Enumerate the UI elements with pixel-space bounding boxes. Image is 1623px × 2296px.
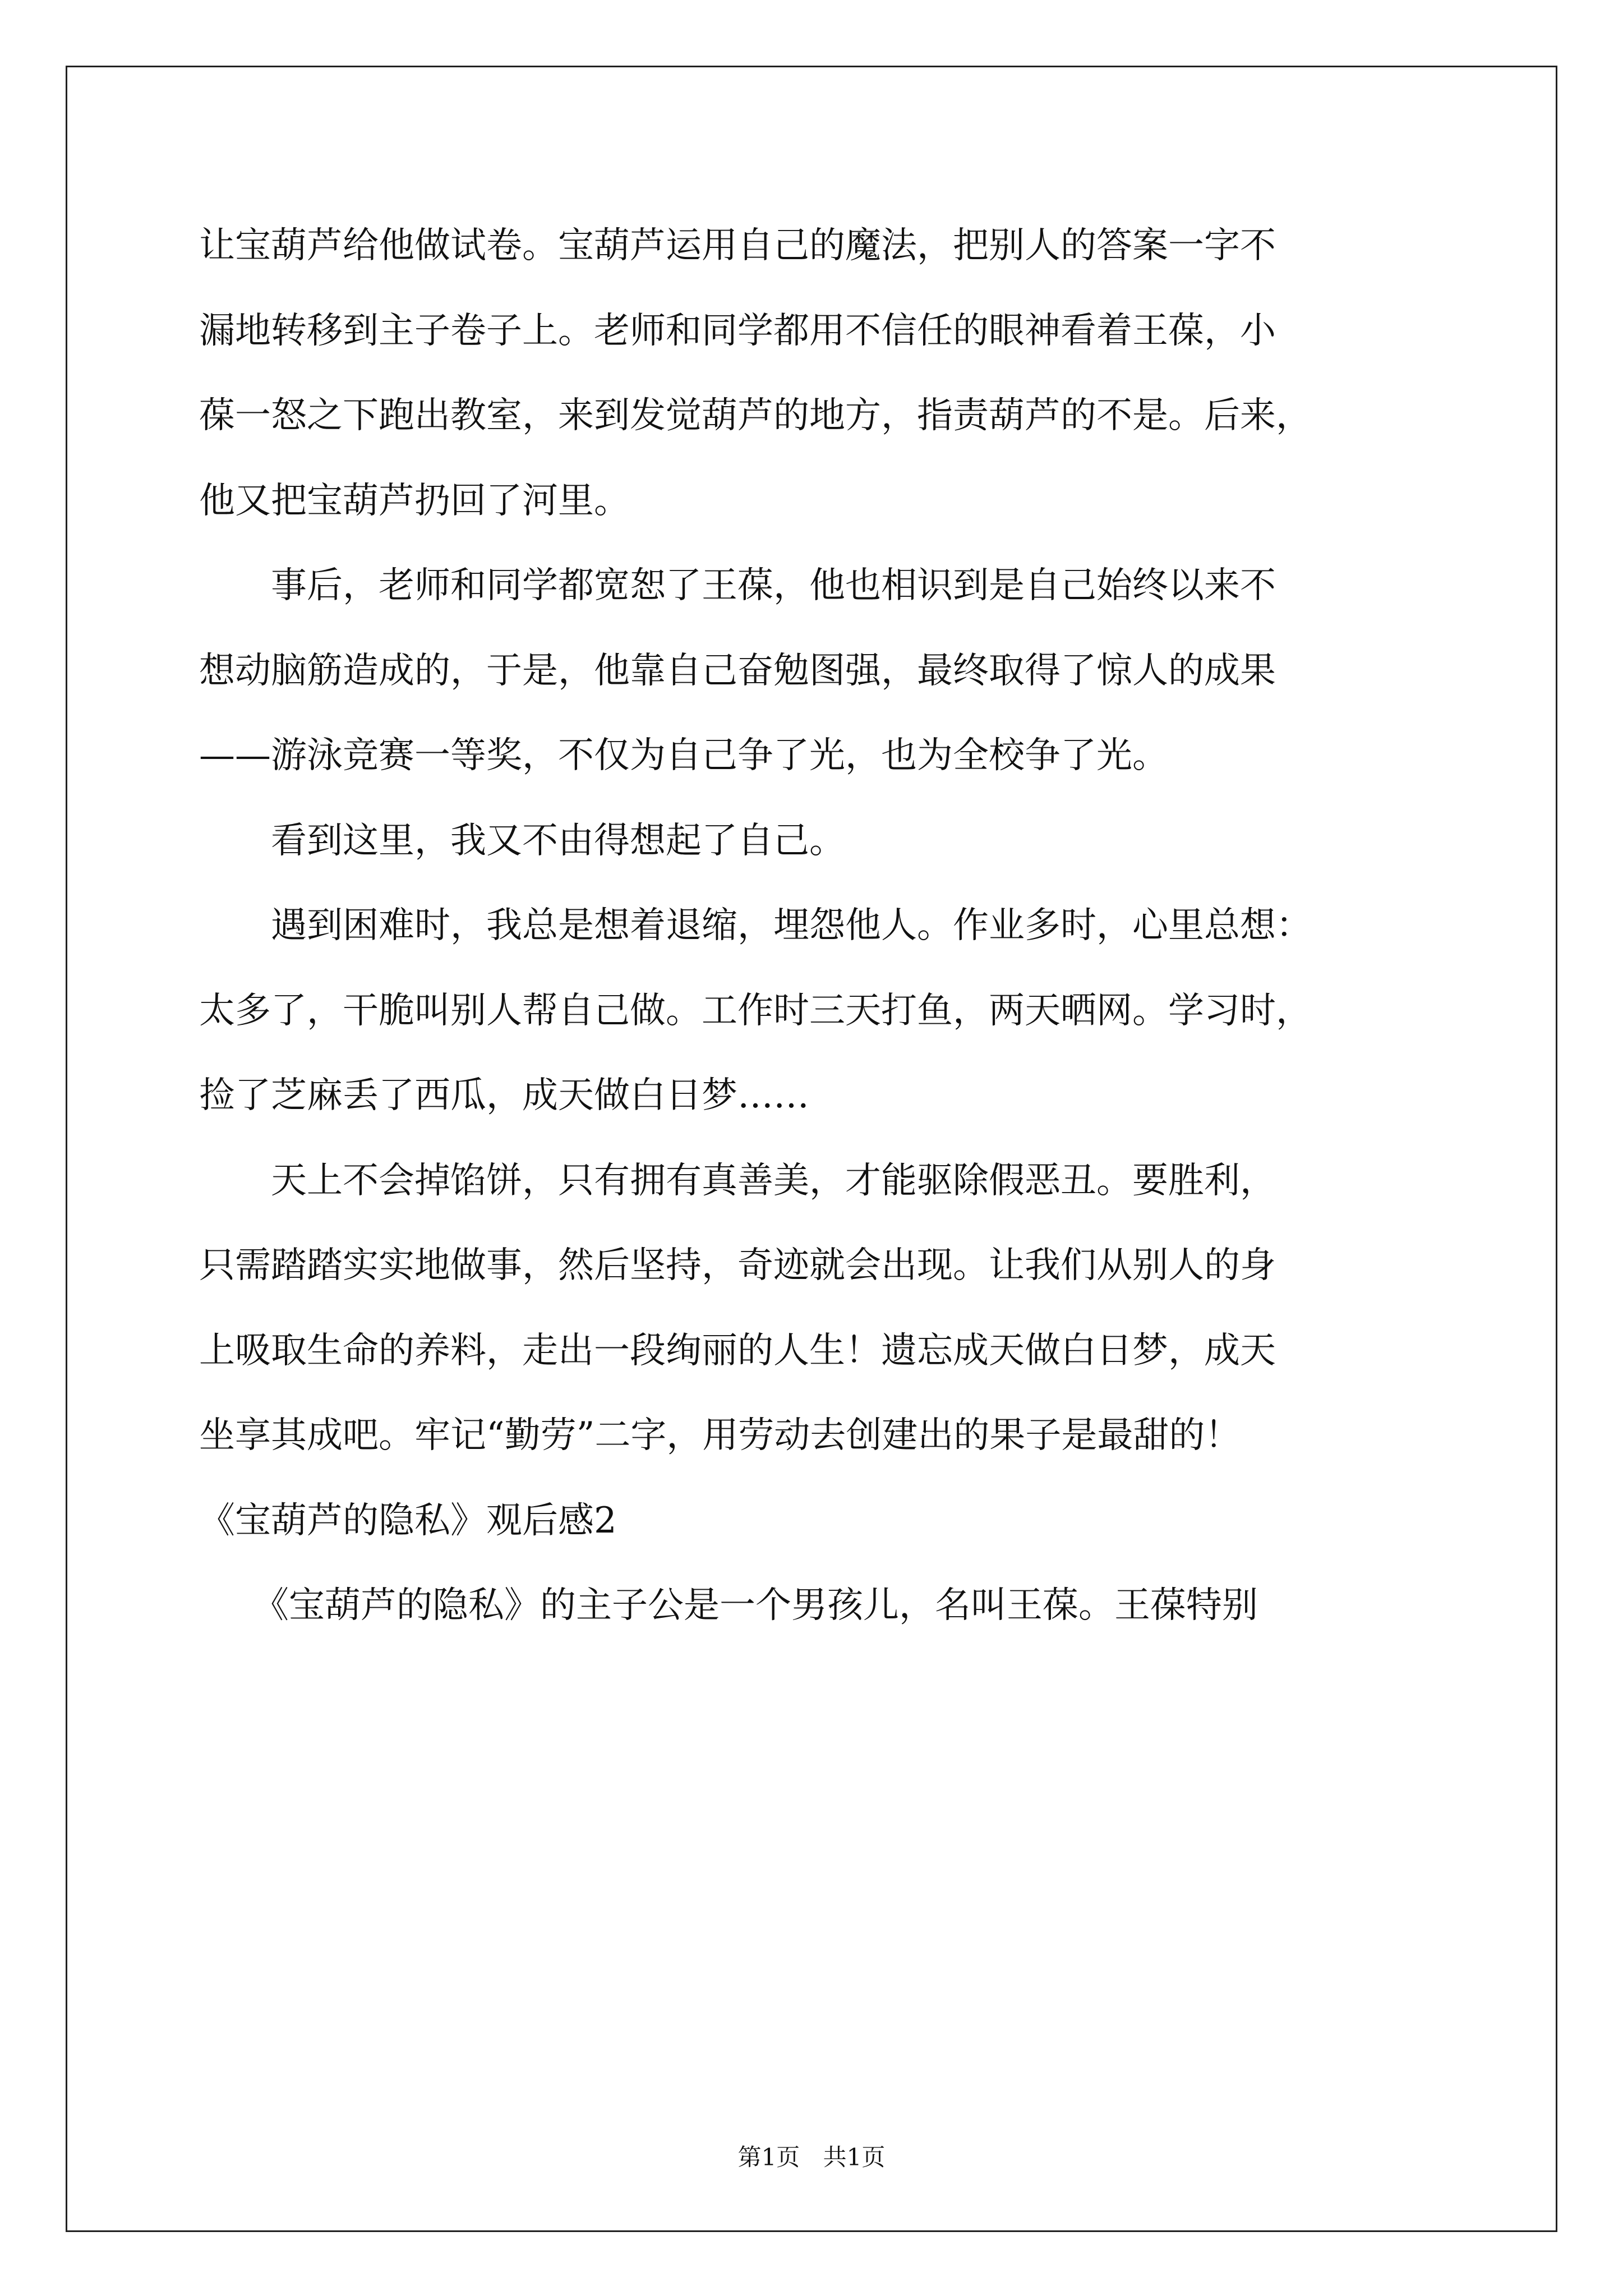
text-line: 坐享其成吧。牢记“勤劳”二字，用劳动去创建出的果子是最甜的！ <box>199 1415 1241 1456</box>
page-total: 共1页 <box>823 2143 886 2171</box>
text-line: 想动脑筋造成的，于是，他靠自己奋勉图强，最终取得了惊人的成果 <box>199 650 1276 692</box>
text-line: 让宝葫芦给他做试卷。宝葫芦运用自己的魔法，把别人的答案一字不 <box>199 225 1276 266</box>
text-line: 《宝葫芦的隐私》的主子公是一个男孩儿，名叫王葆。王葆特别 <box>199 1585 1258 1626</box>
page-number: 第1页 <box>737 2143 800 2171</box>
text-line: 太多了，干脆叫别人帮自己做。工作时三天打鱼，两天晒网。学习时， <box>199 990 1312 1032</box>
text-line: 漏地转移到主子卷子上。老师和同学都用不信任的眼神看着王葆，小 <box>199 310 1276 352</box>
text-line: 只需踏踏实实地做事，然后坚持，奇迹就会出现。让我们从别人的身 <box>199 1245 1276 1286</box>
text-line: ——游泳竞赛一等奖，不仅为自己争了光，也为全校争了光。 <box>199 735 1168 776</box>
text-line: 葆一怒之下跑出教室，来到发觉葫芦的地方，指责葫芦的不是。后来， <box>199 395 1312 436</box>
text-line: 他又把宝葫芦扔回了河里。 <box>199 480 630 522</box>
text-line: 事后，老师和同学都宽恕了王葆，他也相识到是自己始终以来不 <box>199 565 1276 606</box>
text-line: 天上不会掉馅饼，只有拥有真善美，才能驱除假恶丑。要胜利， <box>199 1159 1276 1202</box>
text-line: 捡了芝麻丢了西瓜，成天做白日梦…… <box>199 1075 809 1116</box>
text-line: 遇到困难时，我总是想着退缩，埋怨他人。作业多时，心里总想： <box>199 905 1312 946</box>
text-line: 看到这里，我又不由得想起了自己。 <box>199 820 845 862</box>
section-heading: 《宝葫芦的隐私》观后感2 <box>199 1499 617 1542</box>
text-line: 上吸取生命的养料，走出一段绚丽的人生！遗忘成天做白日梦，成天 <box>199 1329 1276 1372</box>
document-body <box>199 218 1436 1663</box>
page-footer <box>0 2142 1623 2173</box>
